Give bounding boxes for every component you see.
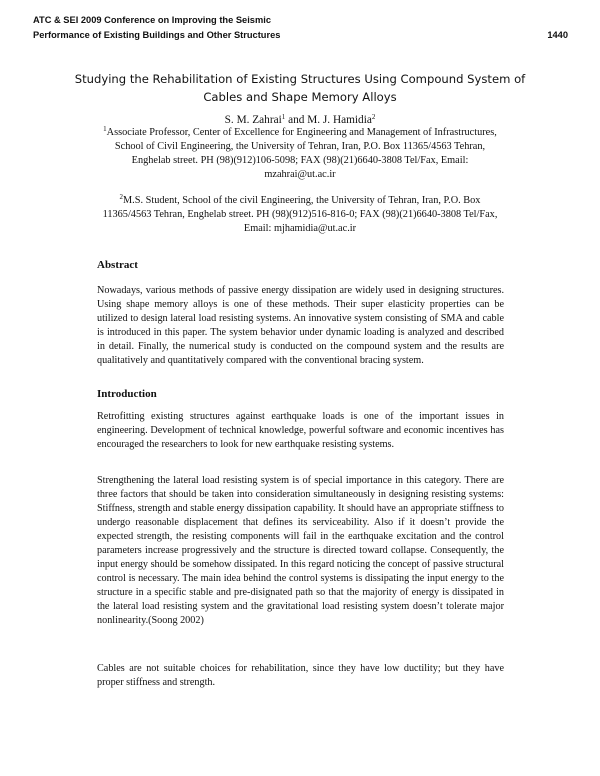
author-conjunction: and [285, 114, 308, 126]
affiliation-1-mark: 1 [103, 125, 107, 133]
affiliation-1-text: Associate Professor, Center of Excellence for Engineering and Management of Infrastructures, School of Civil Engineering, the University of Tehran, Iran, P.O. Box 11365/4563 Tehran, Enghelab street. PH (98)(912)106-5098; FAX (98)(21)6640-3808 Tel/Fax, Email: mzahrai@ut.ac.ir [106, 127, 497, 180]
paper-title: Studying the Rehabilitation of Existing Structures Using Compound System of Cables and Shape Memory Alloys [74, 72, 526, 104]
affiliation-1 [98, 126, 502, 182]
introduction-heading: Introduction [97, 388, 157, 400]
author-1-name: S. M. Zahrai [224, 114, 282, 126]
header-conference-line-1: ATC & SEI 2009 Conference on Improving the Seismic [33, 15, 271, 25]
abstract-paragraph: Nowadays, various methods of passive energy dissipation are widely used in designing structures. Using shape memory alloys is one of these methods. Their super elasticity properties can be utilized to design lateral load resisting systems. An innovative system consisting of SMA and cable is introduced in this paper. The system behavior under dynamic loading is analyzed and described in detail. Finally, the numerical study is conducted on the compound system and the results are qualitatively and quantitatively compared with the conventional bracing system. [97, 285, 504, 366]
affiliation-2 [98, 194, 502, 236]
introduction-paragraph-1: Retrofitting existing structures against earthquake loads is one of the important issues in engineering. Development of technical knowledge, powerful software and economic incentives has encouraged the researchers to look for new earthquake resisting systems. [97, 411, 504, 450]
author-line [60, 113, 540, 127]
introduction-paragraph-2: Strengthening the lateral load resisting system is of special importance in this category. There are three factors that should be taken into consideration simultaneously in designing resisting systems: Stiffness, strength and stable energy dissipation capability. It should have an appropriate stiffness to undergo reasonable displacement that defines its serviceability. Also if it doesn’t provide the expected strength, the resisting components will fail in the earthquake excitation and the control parameters increase progressively and the structure is directed toward collapse. Consequently, the input energy should be somehow dissipated. In this regard noticing the concept of passive structural control is necessary. The main idea behind the control systems is dissipating the input energy to the structure in a specific stable and pre-disignated path so that the majority of energy is dissipated in the lateral load resisting system and the gravitational load resisting system doesn’t tolerate major nonlinearity.(Soong 2002) [97, 475, 504, 626]
affiliation-2-text: M.S. Student, School of the civil Engineering, the University of Tehran, Iran, P.O. Box 11365/4563 Tehran, Enghelab street. PH (98)(912)516-816-0; FAX (98)(21)6640-3808 Tel/Fax, Email: mjhamidia@ut.ac.ir [102, 195, 498, 234]
page-number: 1440 [547, 29, 568, 40]
header-conference-line-2: Performance of Existing Buildings and Other Structures [33, 29, 281, 40]
author-2-mark: 2 [371, 113, 376, 121]
introduction-paragraph-3: Cables are not suitable choices for rehabilitation, since they have low ductility; but they have proper stiffness and strength. [97, 663, 504, 688]
author-2-name: M. J. Hamidia [307, 114, 372, 126]
author-1-mark: 1 [281, 113, 286, 121]
abstract-heading: Abstract [97, 259, 138, 271]
running-header [33, 13, 568, 42]
affiliation-2-mark: 2 [119, 193, 124, 201]
